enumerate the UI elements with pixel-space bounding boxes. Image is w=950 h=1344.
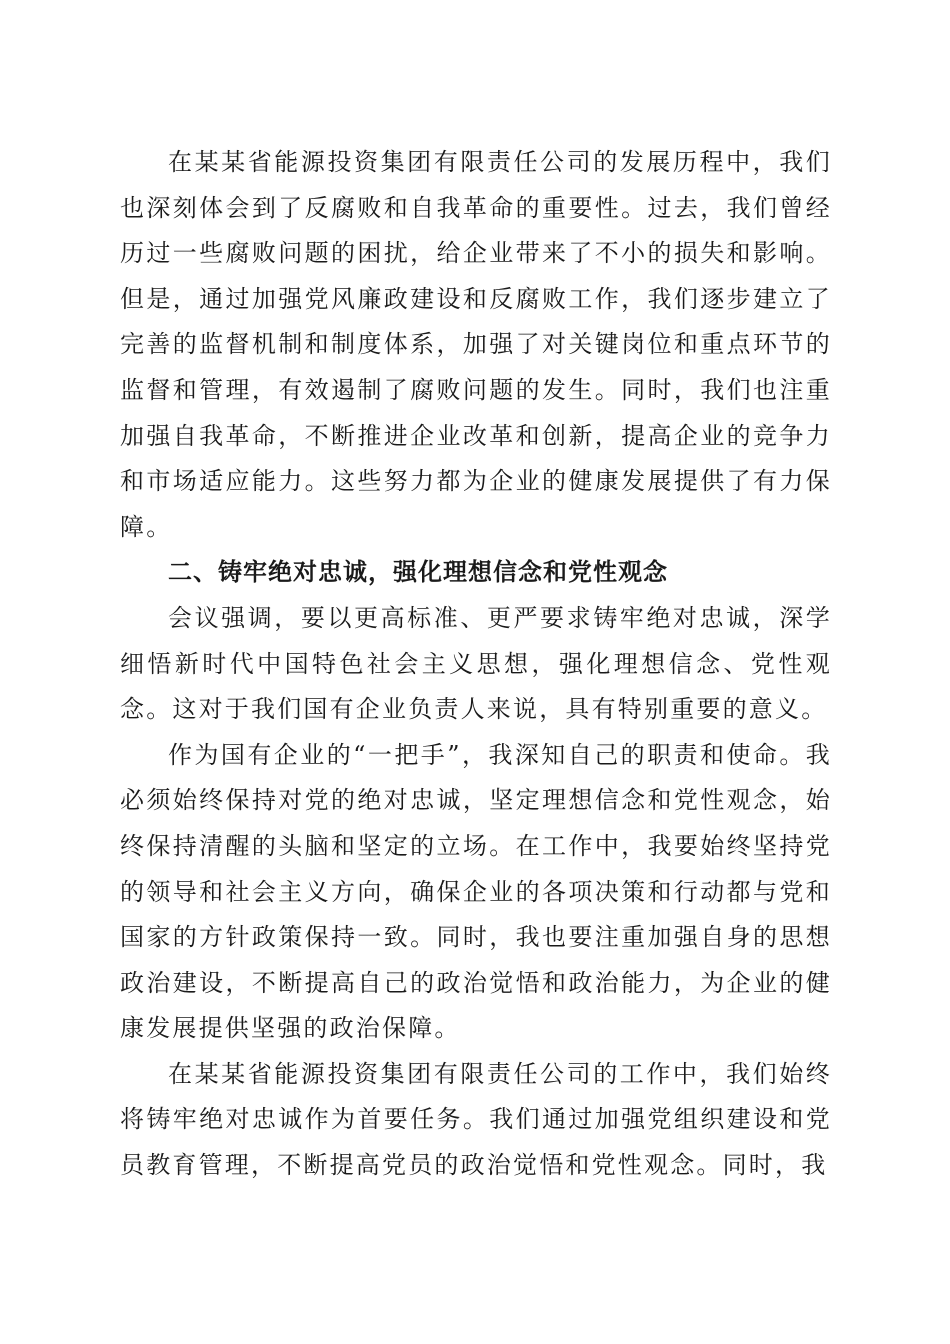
document-body	[120, 140, 832, 1189]
body-paragraph-3: 作为国有企业的“一把手”，我深知自己的职责和使命。我必须始终保持对党的绝对忠诚，坚定理想信念和党性观念，始终保持清醒的头脑和坚定的立场。在工作中，我要始终坚持党的领导和社会主义方向，确保企业的各项决策和行动都与党和国家的方针政策保持一致。同时，我也要注重加强自身的思想政治建设，不断提高自己的政治觉悟和政治能力，为企业的健康发展提供坚强的政治保障。	[120, 740, 832, 1043]
body-paragraph-2: 会议强调，要以更高标准、更严要求铸牢绝对忠诚，深学细悟新时代中国特色社会主义思想，强化理想信念、党性观念。这对于我们国有企业负责人来说，具有特别重要的意义。	[120, 603, 832, 724]
body-paragraph-4: 在某某省能源投资集团有限责任公司的工作中，我们始终将铸牢绝对忠诚作为首要任务。我们通过加强党组织建设和党员教育管理，不断提高党员的政治觉悟和党性观念。同时，我	[120, 1059, 832, 1180]
body-paragraph-1: 在某某省能源投资集团有限责任公司的发展历程中，我们也深刻体会到了反腐败和自我革命的重要性。过去，我们曾经历过一些腐败问题的困扰，给企业带来了不小的损失和影响。但是，通过加强党风廉政建设和反腐败工作，我们逐步建立了完善的监督机制和制度体系，加强了对关键岗位和重点环节的监督和管理，有效遏制了腐败问题的发生。同时，我们也注重加强自我革命，不断推进企业改革和创新，提高企业的竞争力和市场适应能力。这些努力都为企业的健康发展提供了有力保障。	[120, 148, 832, 541]
section-heading: 二、铸牢绝对忠诚，强化理想信念和党性观念	[168, 558, 668, 587]
